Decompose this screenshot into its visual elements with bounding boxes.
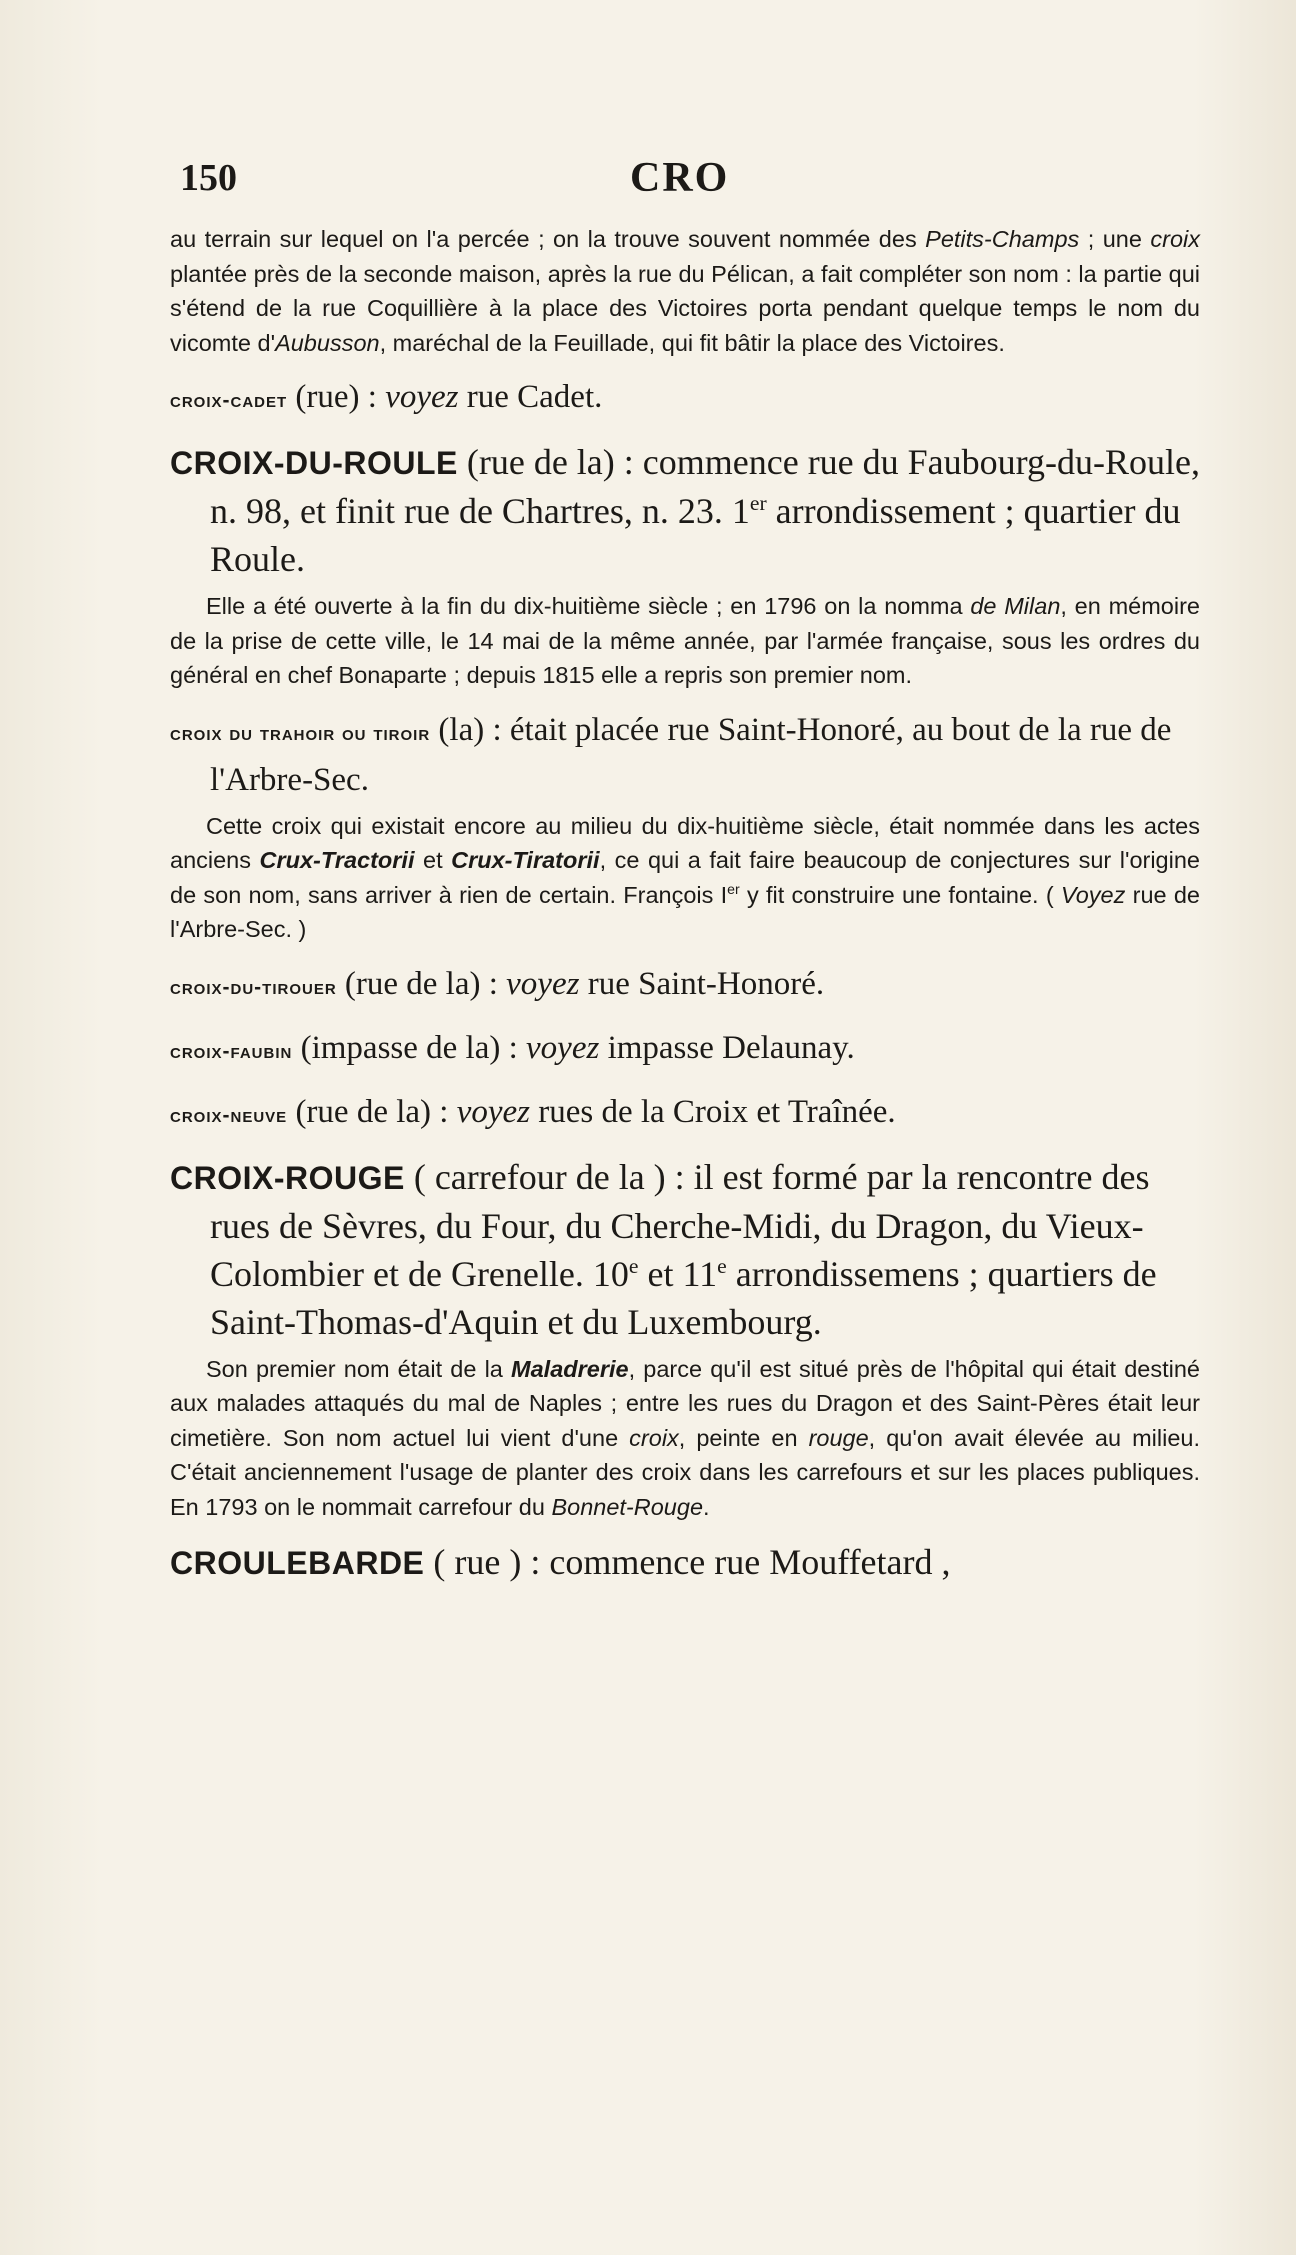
entry-heading: CROIX-DU-ROULE	[170, 445, 458, 481]
page-number: 150	[180, 157, 237, 199]
entry-heading: croix-cadet	[170, 389, 288, 412]
note-croix-du-trahoir: Cette croix qui existait encore au milieu du dix-huitième siècle, était nommée dans les actes anciens Crux-Tractorii et Crux-Tiratorii, ce qui a fait faire beaucoup de conjectures sur l'origine de son nom, sans arriver à rien de certain. François Ier y fit construire une fontaine. ( Voyez rue de l'Arbre-Sec. )	[170, 812, 1200, 942]
entry-croix-cadet: croix-cadet (rue) : voyez rue Cadet.	[170, 379, 603, 415]
continued-paragraph: au terrain sur lequel on l'a percée ; on la trouve souvent nommée des Petits-Champs ; une croix plantée près de la seconde maison, après la rue du Pélican, a fait compléter son nom : la partie qui s'étend de la rue Coquillière à la place des Victoires porta pendant quelque temps le nom du vicomte d'Aubusson, maréchal de la Feuillade, qui fit bâtir la place des Victoires.	[170, 226, 1200, 356]
entry-heading: croix-du-tirouer	[170, 975, 337, 999]
entry-heading: CROIX-ROUGE	[170, 1159, 405, 1196]
entry-croix-du-tirouer: croix-du-tirouer (rue de la) : voyez rue Saint-Honoré.	[170, 965, 825, 1002]
entry-heading: CROULEBARDE	[170, 1545, 425, 1581]
entry-croix-du-trahoir: croix du trahoir ou tiroir (la) : était placée rue Saint-Honoré, au bout de la rue de l'Arbre-Sec.	[170, 711, 1172, 798]
entry-croix-neuve: croix-neuve (rue de la) : voyez rues de la Croix et Traînée.	[170, 1093, 896, 1130]
entry-heading: croix-neuve	[170, 1103, 288, 1127]
entry-heading: croix du trahoir ou tiroir	[170, 721, 431, 745]
entry-heading: croix-faubin	[170, 1039, 293, 1063]
entry-croulebarde: CROULEBARDE ( rue ) : commence rue Mouffetard ,	[170, 1542, 951, 1582]
entry-croix-rouge: CROIX-ROUGE ( carrefour de la ) : il est formé par la rencontre des rues de Sèvres, du Four, du Cherche-Midi, du Dragon, du Vieux-Colombier et de Grenelle. 10e et 11e arrondissemens ; quartiers de Saint-Thomas-d'Aquin et du Luxembourg.	[170, 1156, 1157, 1342]
entry-croix-faubin: croix-faubin (impasse de la) : voyez impasse Delaunay.	[170, 1029, 855, 1066]
text-block	[170, 222, 1200, 1593]
running-title: CRO	[630, 155, 730, 201]
note-croix-rouge: Son premier nom était de la Maladrerie, parce qu'il est situé près de l'hôpital qui était destiné aux malades attaqués du mal de Naples ; entre les rues du Dragon et des Saint-Pères était leur cimetière. Son nom actuel lui vient d'une croix, peinte en rouge, qu'on avait élevée au milieu. C'était anciennement l'usage de planter des croix dans les carrefours et sur les places publiques. En 1793 on le nommait carrefour du Bonnet-Rouge.	[170, 1355, 1201, 1520]
entry-croix-du-roule: CROIX-DU-ROULE (rue de la) : commence rue du Faubourg-du-Roule, n. 98, et finit rue de Chartres, n. 23. 1er arrondissement ; quartier du Roule.	[170, 442, 1200, 579]
note-croix-du-roule: Elle a été ouverte à la fin du dix-huitième siècle ; en 1796 on la nomma de Milan, en mémoire de la prise de cette ville, le 14 mai de la même année, par l'armée française, sous les ordres du général en chef Bonaparte ; depuis 1815 elle a repris son premier nom.	[170, 593, 1200, 688]
running-head	[170, 150, 1200, 210]
